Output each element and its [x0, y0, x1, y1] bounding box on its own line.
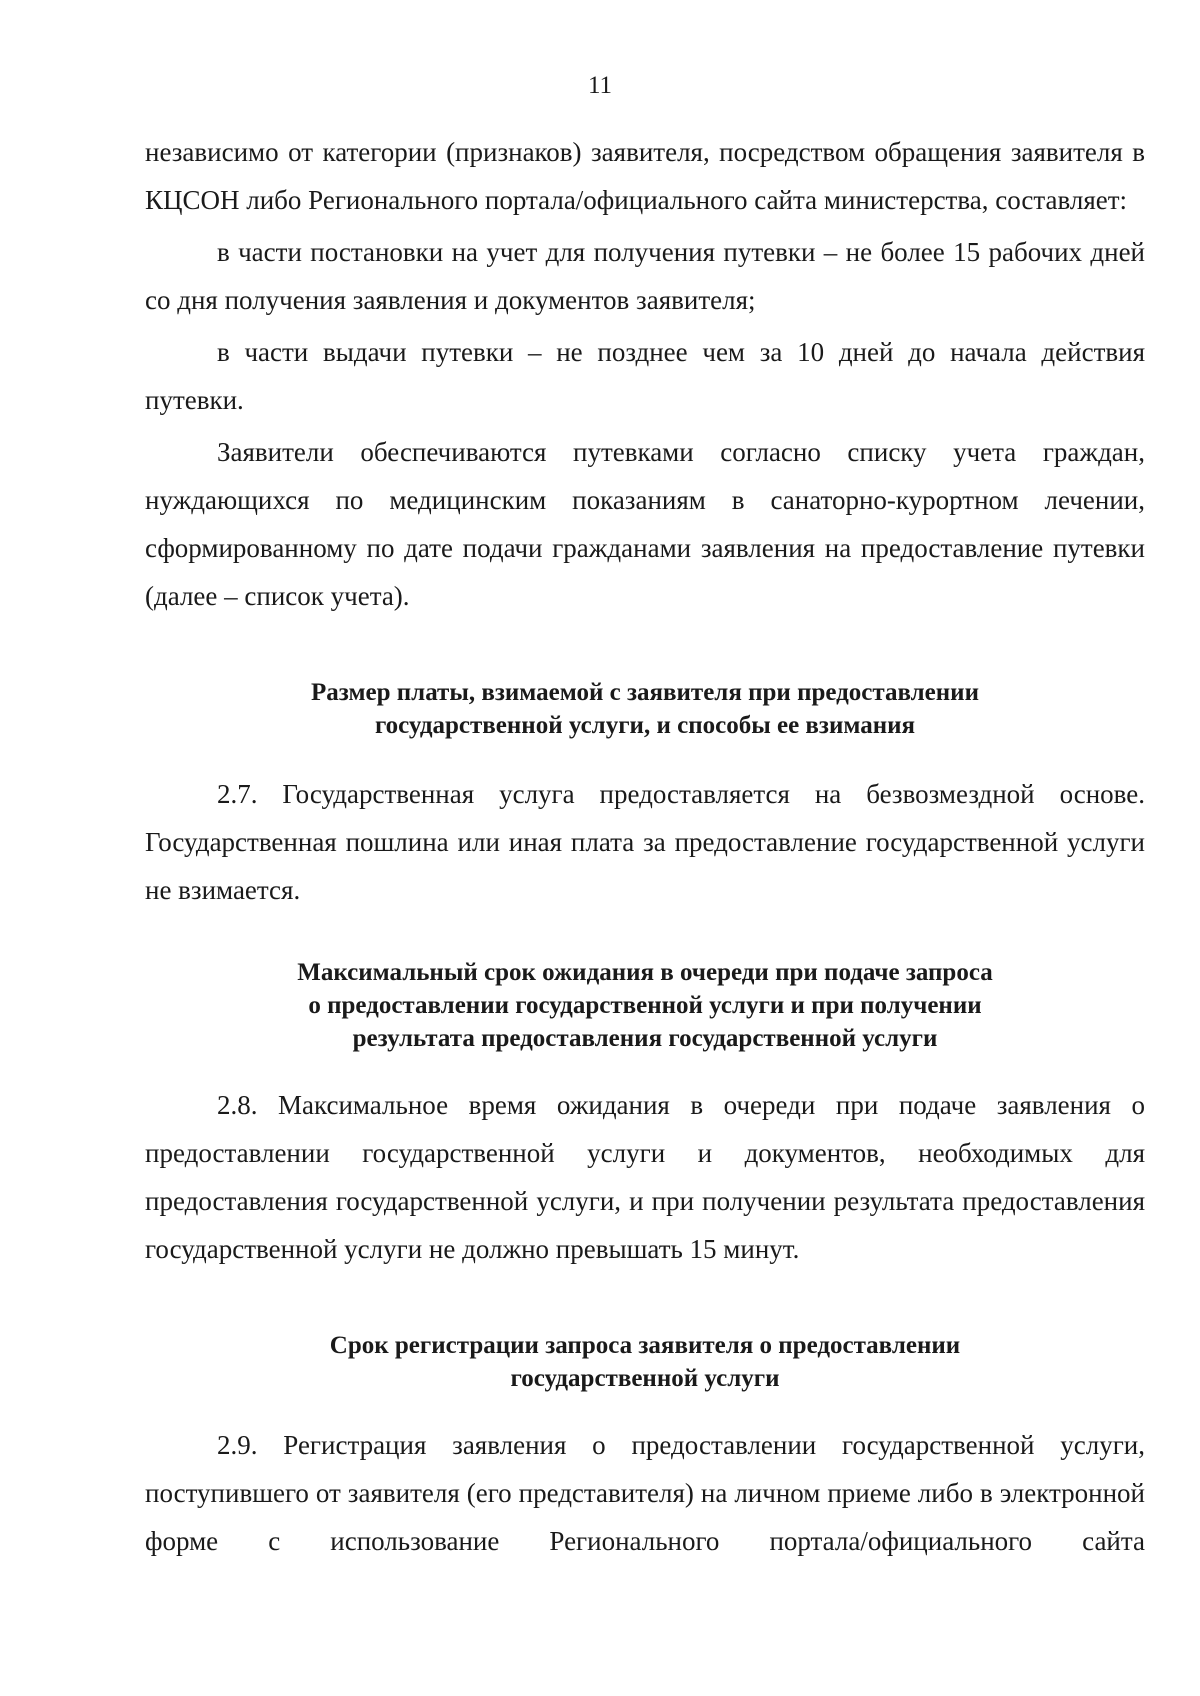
- heading-wait-line2: о предоставлении государственной услуги и при получении: [308, 992, 982, 1019]
- paragraph-applicants-list: Заявители обеспечиваются путевками согласно списку учета граждан, нуждающихся по медицинским показаниям в санаторно-курортном лечении, сформированному по дате подачи гражданами заявления на предоставление путевки (далее – список учета).: [145, 437, 1145, 611]
- heading-registration-line2: государственной услуги: [510, 1365, 780, 1392]
- heading-fee: [145, 676, 1145, 742]
- heading-fee-line2: государственной услуги, и способы ее взимания: [374, 712, 916, 739]
- heading-registration: [145, 1329, 1145, 1395]
- paragraph-2-8: 2.8. Максимальное время ожидания в очереди при подаче заявления о предоставлении государственной услуги и документов, необходимых для предоставления государственной услуги, и при получении результата предоставления государственной услуги не должно превышать 15 минут.: [145, 1090, 1145, 1264]
- paragraph-2-9: 2.9. Регистрация заявления о предоставлении государственной услуги, поступившего от заявителя (его представителя) на личном приеме либо в электронной форме с использование Регионального портала/официального сайта: [145, 1430, 1145, 1556]
- page-number: 11: [587, 72, 613, 99]
- paragraph-2-7: 2.7. Государственная услуга предоставляется на безвозмездной основе. Государственная пошлина или иная плата за предоставление государственной услуги не взимается.: [145, 779, 1145, 905]
- heading-wait-time: [145, 956, 1145, 1055]
- heading-registration-line1: Срок регистрации запроса заявителя о предоставлении: [329, 1332, 961, 1359]
- heading-fee-line1: Размер платы, взимаемой с заявителя при предоставлении: [311, 679, 979, 706]
- document-body: [145, 128, 1145, 1565]
- paragraph-issuance-term: в части выдачи путевки – не позднее чем за 10 дней до начала действия путевки.: [145, 337, 1145, 415]
- paragraph-continuation: независимо от категории (признаков) заявителя, посредством обращения заявителя в КЦСОН либо Регионального портала/официального сайта министерства, составляет:: [145, 137, 1145, 215]
- paragraph-registration-term: в части постановки на учет для получения путевки – не более 15 рабочих дней со дня получения заявления и документов заявителя;: [145, 237, 1145, 315]
- heading-wait-line3: результата предоставления государственной услуги: [352, 1025, 938, 1052]
- heading-wait-line1: Максимальный срок ожидания в очереди при подаче запроса: [297, 959, 993, 986]
